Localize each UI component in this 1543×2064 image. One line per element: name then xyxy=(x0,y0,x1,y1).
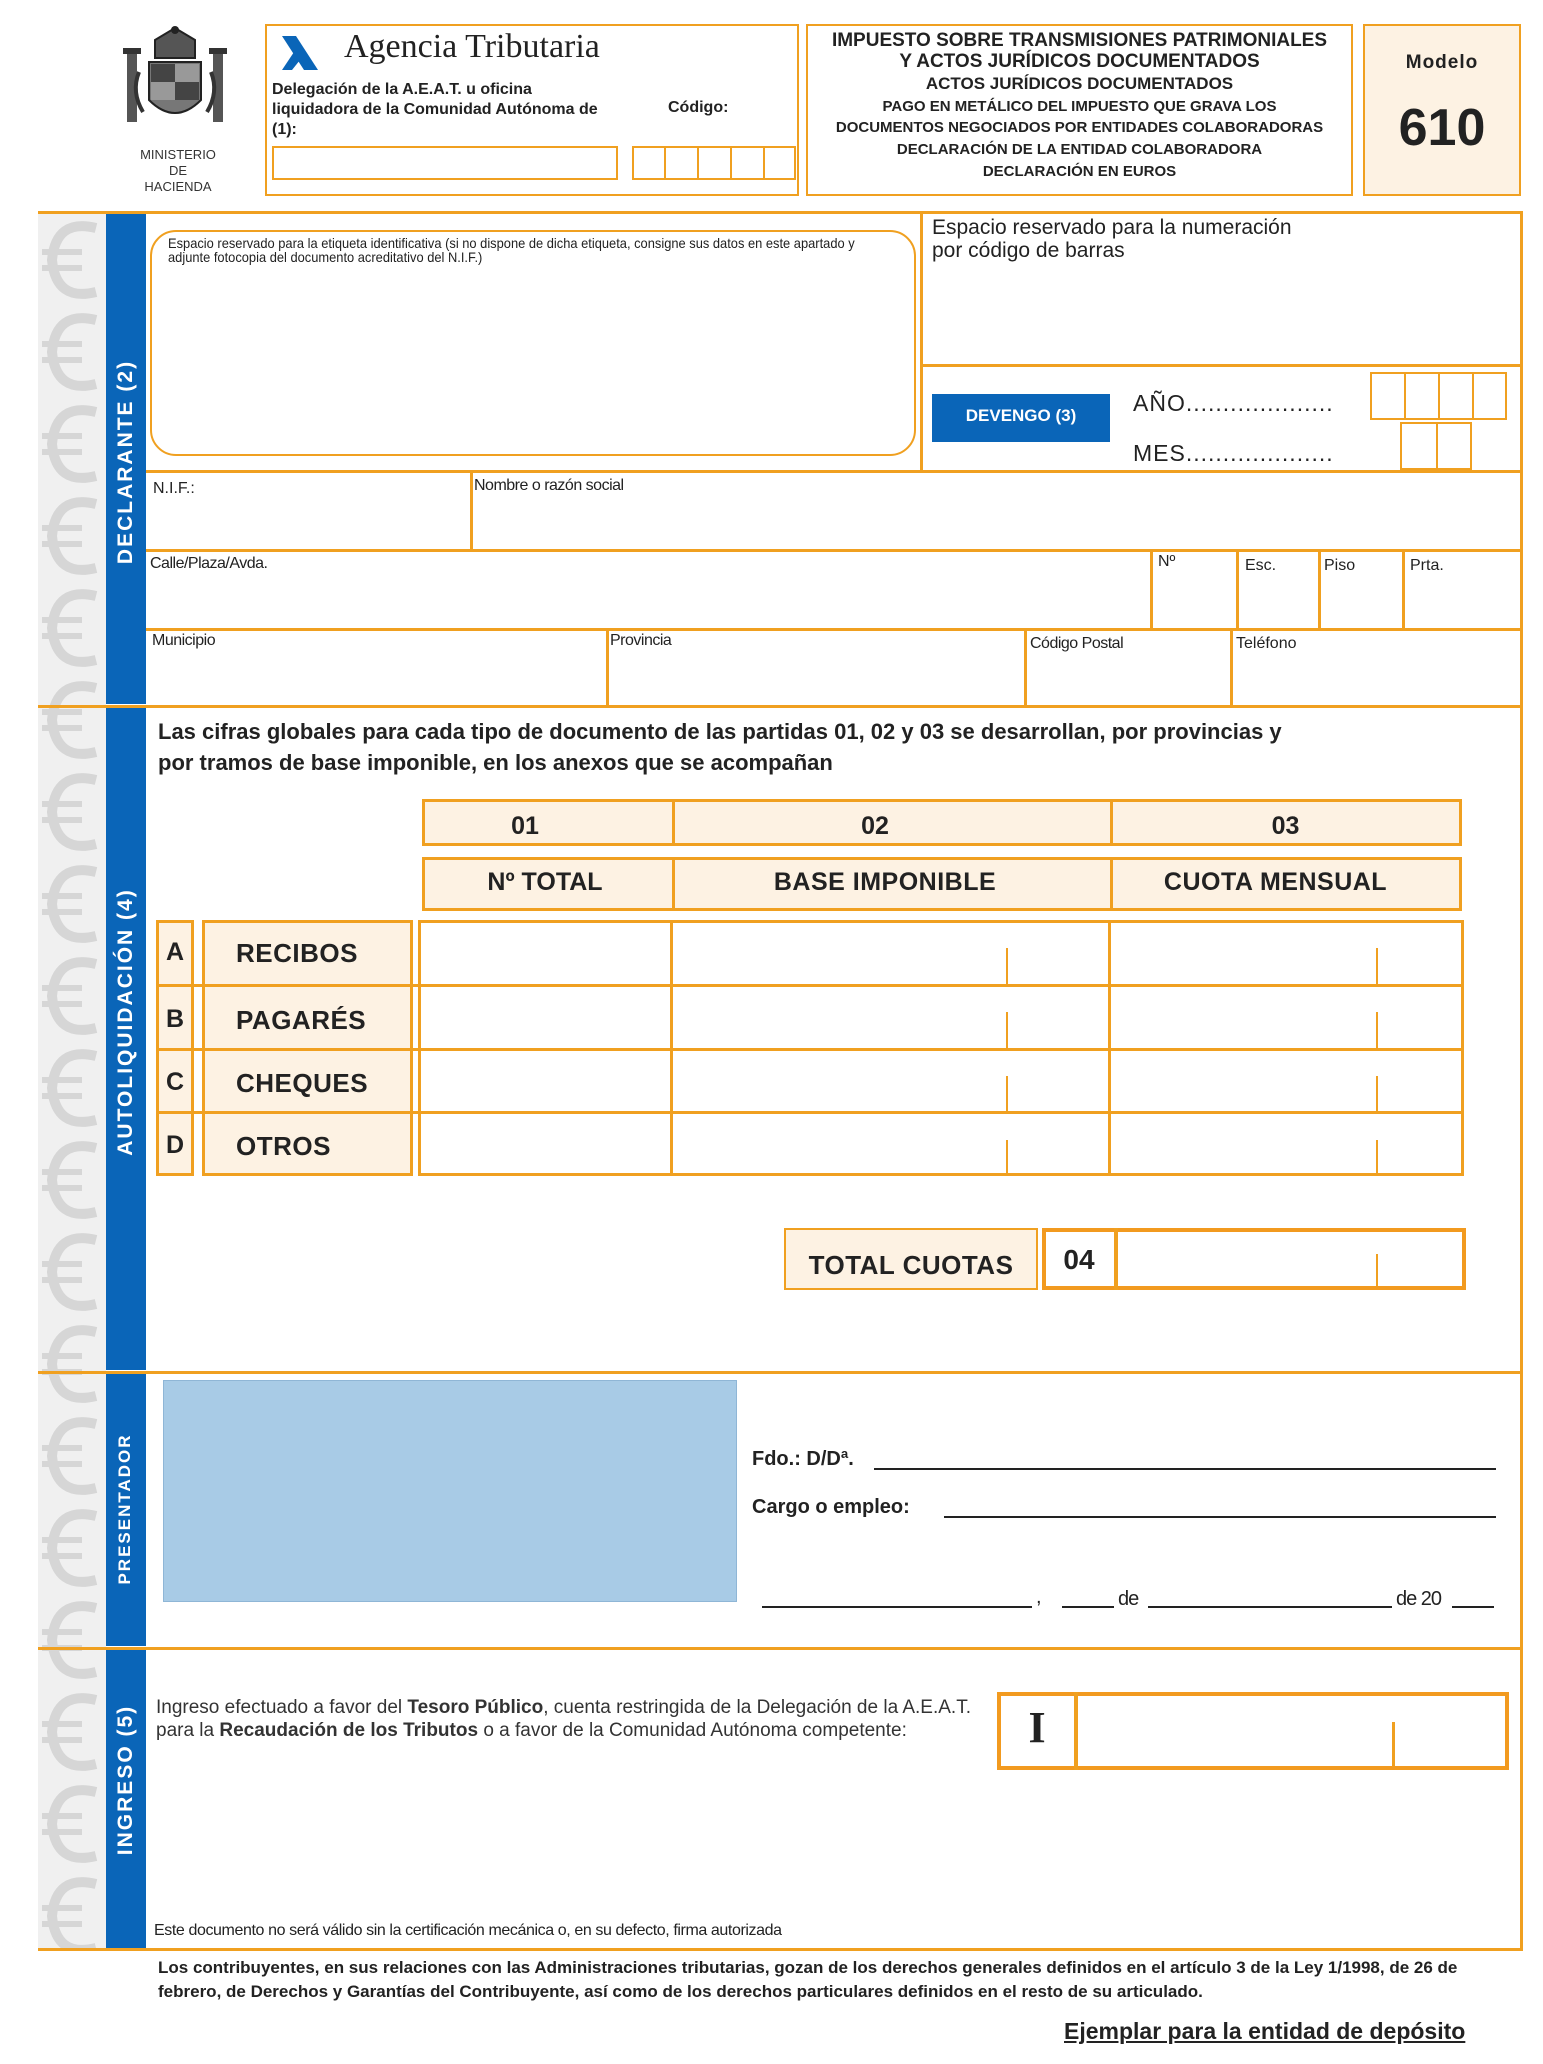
date-month-line[interactable] xyxy=(1148,1606,1392,1608)
street-label: Calle/Plaza/Avda. xyxy=(150,555,268,572)
form-title: IMPUESTO SOBRE TRANSMISIONES PATRIMONIALES Y ACTOS JURÍDICOS DOCUMENTADOS ACTOS JURÍDICOS DOCUMENTADOS PAGO EN METÁLICO DEL IMPUESTO QUE GRAVA LOS DOCUMENTOS NEGOCIADOS POR ENTIDADES COLABORADORAS DECLARACIÓN DE LA ENTIDAD COLABORADORA DECLARACIÓN EN EUROS xyxy=(831,30,1328,180)
row-b-label: PAGARÉS xyxy=(236,1005,367,1035)
row-b-letter: B xyxy=(165,1005,185,1033)
position-line[interactable] xyxy=(944,1516,1496,1518)
autoliquidacion-side-label: AUTOLIQUIDACIÓN (4) xyxy=(114,888,137,1156)
modelo-number: 610 xyxy=(1398,99,1486,157)
ministry-label: MINISTERIO DE HACIENDA xyxy=(140,147,216,194)
signed-label: Fdo.: D/Dª. xyxy=(752,1448,854,1470)
presentador-side-label: PRESENTADOR xyxy=(115,1433,134,1585)
month-label: MES.................... xyxy=(1133,440,1334,466)
nif-label: N.I.F.: xyxy=(153,480,195,497)
date-place-line[interactable] xyxy=(762,1606,1032,1608)
col-code-01: 01 xyxy=(511,812,539,840)
barcode-text-1: Espacio reservado para la numeración xyxy=(932,216,1292,239)
coat-of-arms xyxy=(115,22,235,140)
col-header-cuota: CUOTA MENSUAL xyxy=(1163,868,1388,896)
row-d-label: OTROS xyxy=(236,1131,331,1161)
total-cuotas-label: TOTAL CUOTAS xyxy=(808,1250,1014,1280)
delegation-label: Delegación de la A.E.A.T. u oficina liquidadora de la Comunidad Autónoma de (1): xyxy=(272,81,598,138)
total-cuotas-code: 04 xyxy=(1063,1244,1095,1275)
devengo-label: DEVENGO (3) xyxy=(965,406,1077,425)
date-day-line[interactable] xyxy=(1062,1606,1114,1608)
row-c-cuota-input[interactable] xyxy=(1111,1051,1461,1111)
row-d-letter: D xyxy=(165,1131,185,1159)
code-label: Código: xyxy=(668,99,729,116)
col-code-02: 02 xyxy=(861,812,889,840)
year-label: AÑO.................... xyxy=(1133,390,1334,416)
row-d-base-input[interactable] xyxy=(673,1114,1108,1173)
total-cuotas-input[interactable] xyxy=(1120,1232,1462,1286)
row-a-label: RECIBOS xyxy=(236,938,358,968)
row-a-cuota-input[interactable] xyxy=(1111,923,1461,984)
stair-label: Esc. xyxy=(1245,557,1277,574)
number-label: Nº xyxy=(1158,553,1176,570)
position-label: Cargo o empleo: xyxy=(752,1496,910,1518)
municipality-field[interactable] xyxy=(150,632,606,704)
signed-name-line[interactable] xyxy=(874,1468,1496,1470)
postal-code-label: Código Postal xyxy=(1030,635,1124,652)
ingreso-amount-input[interactable] xyxy=(1080,1696,1506,1766)
row-c-label: CHEQUES xyxy=(236,1068,369,1098)
col-code-03: 03 xyxy=(1271,812,1300,840)
row-d-total-input[interactable] xyxy=(421,1114,670,1173)
row-a-letter: A xyxy=(165,938,185,966)
row-d-cuota-input[interactable] xyxy=(1111,1114,1461,1173)
copy-label: Ejemplar para la entidad de depósito xyxy=(1064,2018,1466,2044)
phone-label: Teléfono xyxy=(1236,635,1297,652)
street-field[interactable] xyxy=(150,553,1150,629)
province-field[interactable] xyxy=(610,632,1024,704)
declarante-side-label: DECLARANTE (2) xyxy=(114,359,137,565)
ingreso-code-letter: I xyxy=(1028,1703,1046,1752)
row-b-base-input[interactable] xyxy=(673,987,1108,1048)
col-header-total: Nº TOTAL xyxy=(487,868,603,896)
autoliquidacion-intro: Las cifras globales para cada tipo de documento de las partidas 01, 02 y 03 se desarrollan, por provincias y por tramos de base imponible, en los anexos que se acompañan xyxy=(158,719,1282,775)
modelo-label: Modelo xyxy=(1405,52,1479,73)
row-c-base-input[interactable] xyxy=(673,1051,1108,1111)
agency-logo-icon xyxy=(278,34,322,72)
name-field[interactable] xyxy=(474,474,1520,550)
row-c-total-input[interactable] xyxy=(421,1051,670,1111)
date-comma: , xyxy=(1036,1586,1042,1608)
row-c-letter: C xyxy=(165,1068,185,1096)
ingreso-side-label: INGRESO (5) xyxy=(114,1704,137,1856)
door-label: Prta. xyxy=(1410,557,1444,574)
validity-note: Este documento no será válido sin la certificación mecánica o, en su defecto, firma autorizada xyxy=(154,1922,782,1939)
province-label: Provincia xyxy=(610,632,672,649)
row-a-total-input[interactable] xyxy=(421,923,670,984)
agency-name: Agencia Tributaria xyxy=(344,28,600,65)
date-de-2: de 20 xyxy=(1396,1588,1442,1610)
floor-label: Piso xyxy=(1324,557,1356,574)
row-b-total-input[interactable] xyxy=(421,987,670,1048)
barcode-text-2: por código de barras xyxy=(932,239,1125,262)
stamp-area[interactable] xyxy=(163,1380,737,1602)
nif-field[interactable] xyxy=(150,474,470,550)
decorative-euro-strip xyxy=(38,214,106,1950)
col-header-base: BASE IMPONIBLE xyxy=(773,868,997,896)
name-label: Nombre o razón social xyxy=(474,477,624,494)
label-area-text: Espacio reservado para la etiqueta identificativa (si no dispone de dicha etiqueta, consigne sus datos en este apartado y adjunte fotocopia del documento acreditativo del N.I.F.) xyxy=(168,235,855,265)
code-input[interactable] xyxy=(632,146,796,180)
municipality-label: Municipio xyxy=(152,632,216,649)
delegation-input[interactable] xyxy=(272,146,618,180)
date-year-line[interactable] xyxy=(1452,1606,1494,1608)
row-a-base-input[interactable] xyxy=(673,923,1108,984)
row-b-cuota-input[interactable] xyxy=(1111,987,1461,1048)
date-de-1: de xyxy=(1118,1588,1139,1610)
ingreso-text: Ingreso efectuado a favor del Tesoro Público, cuenta restringida de la Delegación de la A.E.A.T. para la Recaudación de los Tributos o a favor de la Comunidad Autónoma competente: xyxy=(156,1697,971,1741)
rights-text: Los contribuyentes, en sus relaciones con las Administraciones tributarias, gozan de los derechos generales definidos en el artículo 3 de la Ley 1/1998, de 26 de febrero, de Derechos y Garantías del Contribuyente, así como de los derechos particulares definidos en el resto de su articulado. xyxy=(158,1958,1458,2001)
